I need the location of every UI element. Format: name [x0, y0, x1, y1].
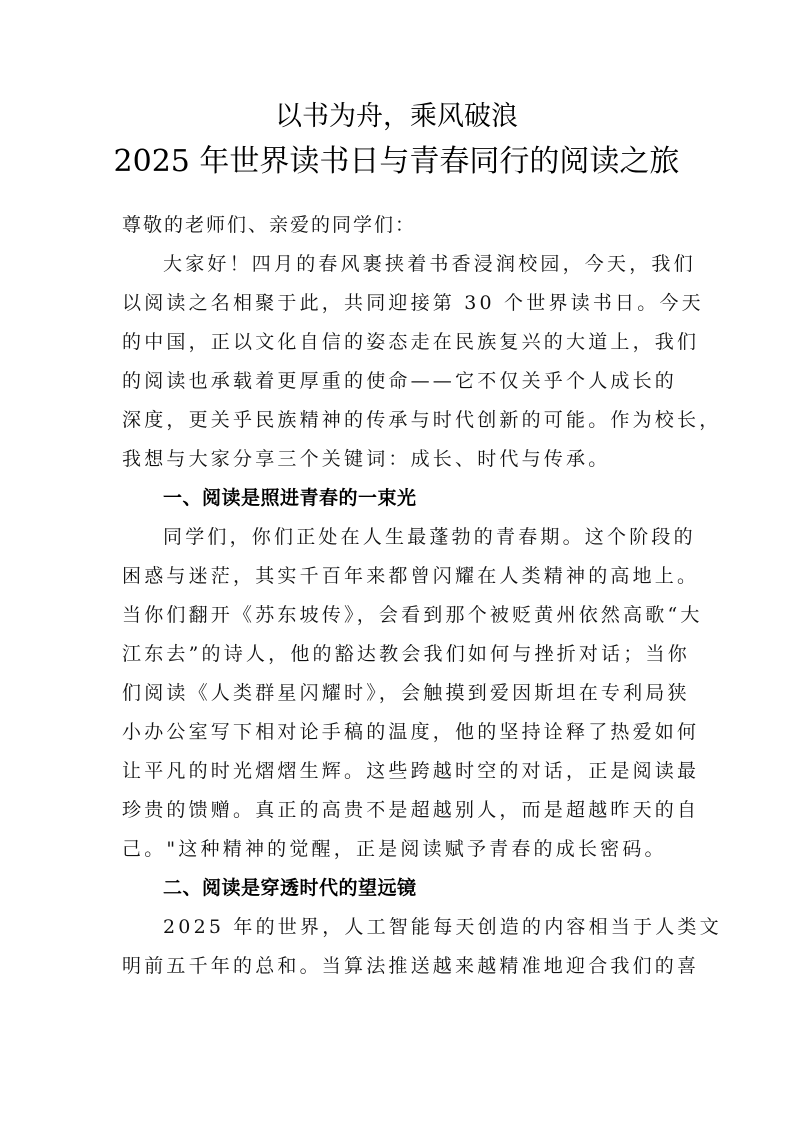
- document-title-line-1: 以书为舟，乘风破浪: [275, 101, 518, 132]
- paragraph-line: 江东去”的诗人，他的豁达教会我们如何与挫折对话；当你: [122, 643, 690, 665]
- section-2-paragraph: [122, 908, 722, 986]
- paragraph-line: 的阅读也承载着更厚重的使命——它不仅关乎个人成长的: [122, 370, 678, 392]
- section-1-paragraph: [122, 518, 703, 869]
- paragraph-line: 大家好！四月的春风裹挟着书香浸润校园，今天，我们: [163, 253, 696, 275]
- paragraph-line: 们阅读《人类群星闪耀时》，会触摸到爱因斯坦在专利局狭: [122, 682, 690, 704]
- document-body: [122, 206, 722, 986]
- paragraph-line: 我想与大家分享三个关键词：成长、时代与传承。: [122, 448, 611, 470]
- salutation: 尊敬的老师们、亲爱的同学们：: [122, 214, 417, 236]
- paragraph-line: 的中国，正以文化自信的姿态走在民族复兴的大道上，我们: [122, 331, 700, 353]
- section-heading-2: 二、阅读是穿透时代的望远镜: [163, 877, 417, 899]
- paragraph-line: 困惑与迷茫，其实千百年来都曾闪耀在人类精神的高地上。: [122, 565, 700, 587]
- document-title-line-2: 2025 年世界读书日与青春同行的阅读之旅: [113, 144, 680, 179]
- paragraph-line: 以阅读之名相聚于此，共同迎接第 30 个世界读书日。今天: [122, 292, 704, 314]
- paragraph-line: 同学们，你们正处在人生最蓬勃的青春期。这个阶段的: [163, 526, 696, 548]
- paragraph-line: 己。"这种精神的觉醒，正是阅读赋予青春的成长密码。: [122, 838, 667, 860]
- paragraph-line: 让平凡的时光熠熠生辉。这些跨越时空的对话，正是阅读最: [122, 760, 700, 782]
- paragraph-line: 2025 年的世界，人工智能每天创造的内容相当于人类文: [163, 916, 722, 938]
- paragraph-line: 深度，更关乎民族精神的传承与时代创新的可能。作为校长，: [122, 409, 722, 431]
- paragraph-line: 明前五千年的总和。当算法推送越来越精准地迎合我们的喜: [122, 955, 700, 977]
- intro-paragraph: [122, 245, 722, 479]
- paragraph-line: 当你们翻开《苏东坡传》，会看到那个被贬黄州依然高歌“大: [122, 604, 703, 626]
- paragraph-line: 小办公室写下相对论手稿的温度，他的坚持诠释了热爱如何: [122, 721, 700, 743]
- paragraph-line: 珍贵的馈赠。真正的高贵不是超越别人，而是超越昨天的自: [122, 799, 700, 821]
- section-heading-1: 一、阅读是照进青春的一束光: [163, 487, 417, 509]
